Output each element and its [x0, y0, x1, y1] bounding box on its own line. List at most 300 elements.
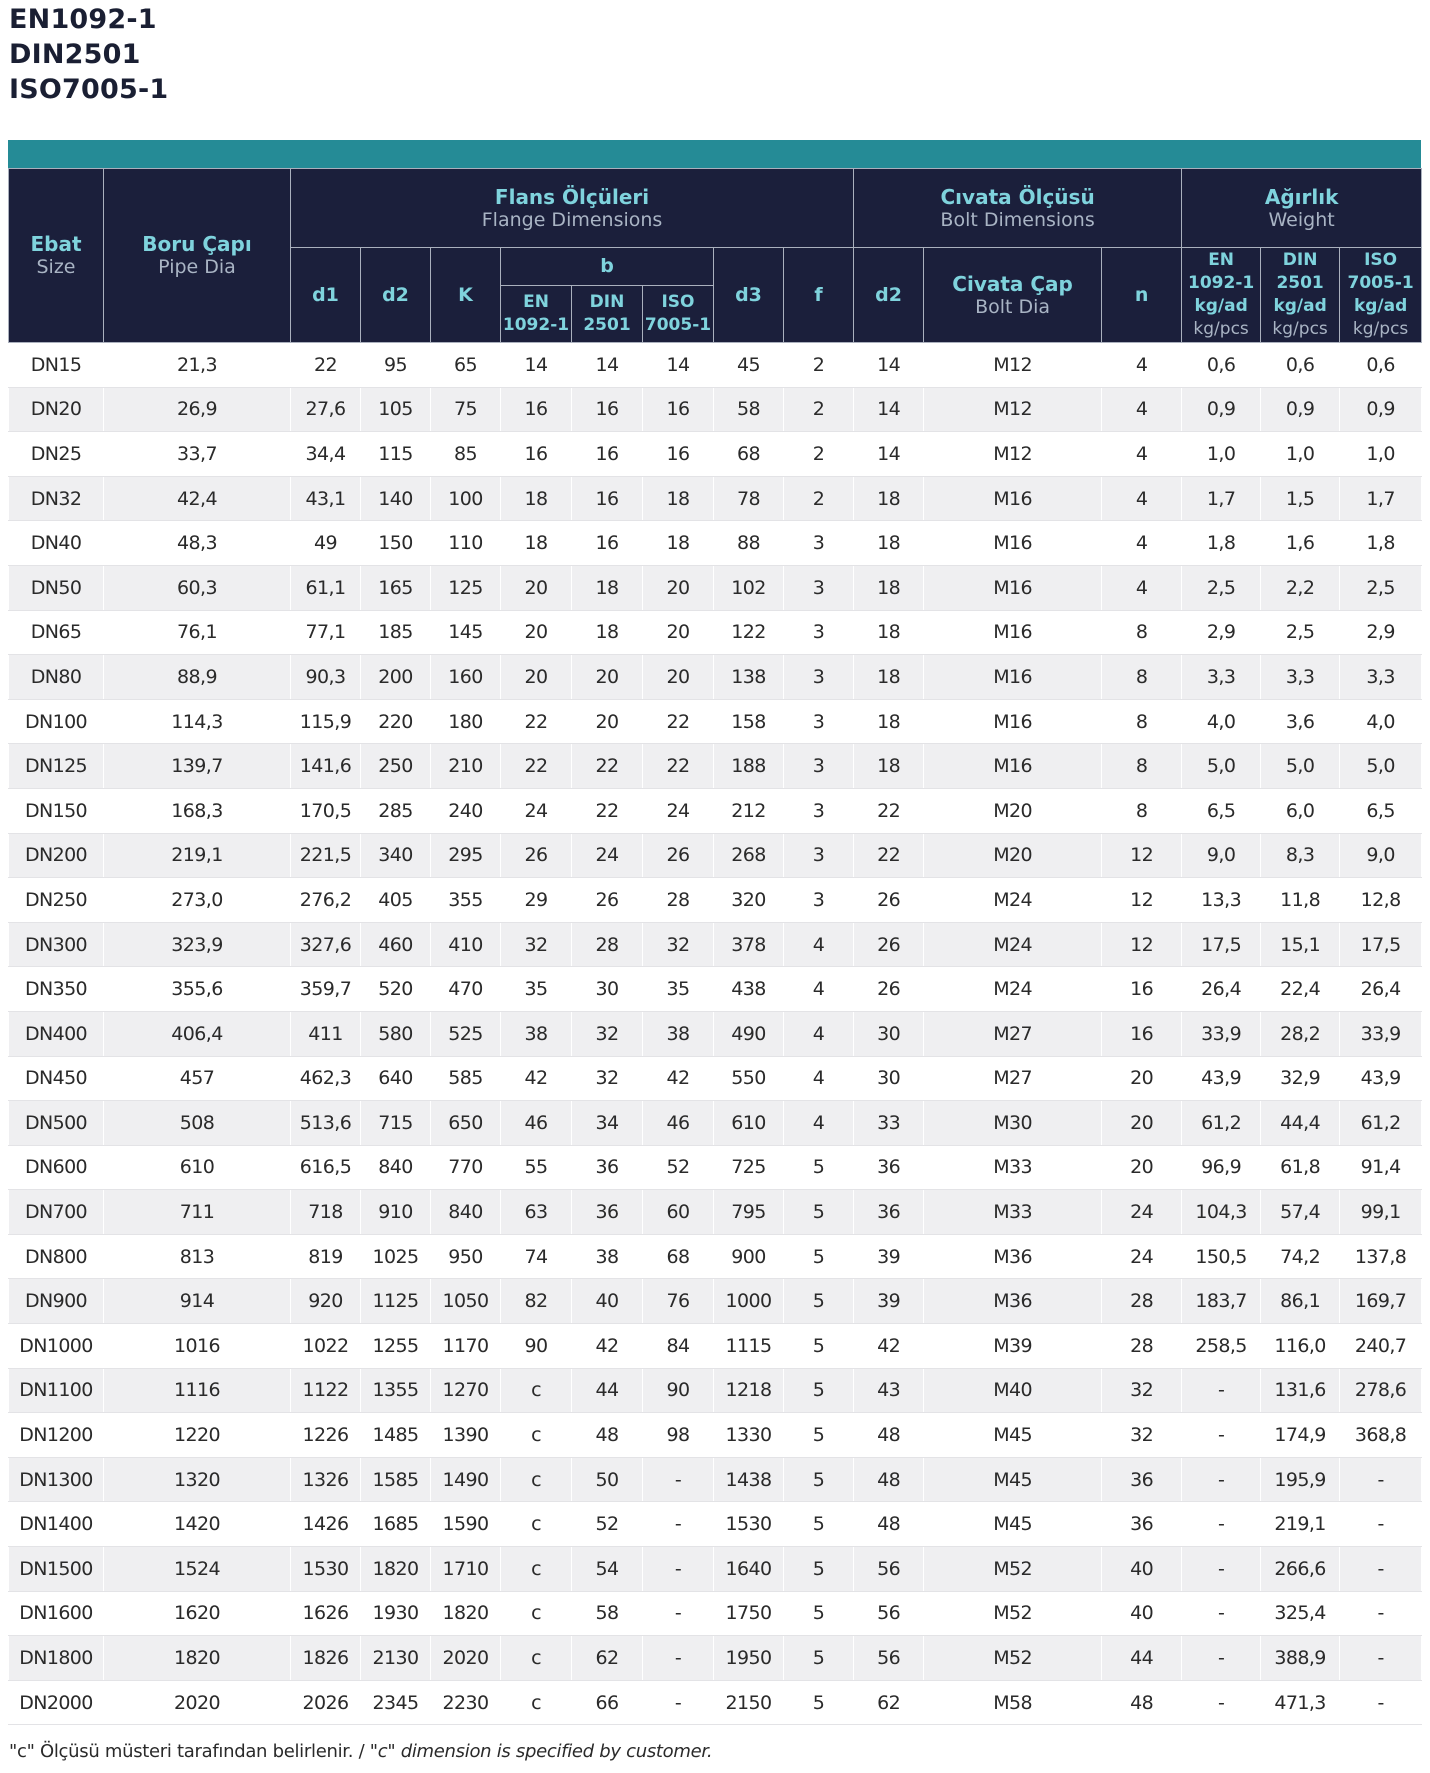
table-cell: 3 [784, 699, 854, 744]
table-cell: 98 [643, 1413, 714, 1458]
table-cell: 250 [361, 744, 431, 789]
table-cell: 61,8 [1261, 1145, 1340, 1190]
table-cell: 1820 [104, 1636, 291, 1681]
table-cell: M12 [924, 343, 1102, 388]
standard-iso7005: ISO7005-1 [9, 74, 169, 105]
table-row [9, 1234, 1422, 1279]
table-cell: 616,5 [291, 1145, 361, 1190]
table-cell: 1355 [361, 1368, 431, 1413]
header-bolt-d2: d2 [854, 248, 924, 343]
table-cell: 40 [572, 1279, 643, 1324]
teal-header-bar [8, 140, 1421, 168]
table-cell: 125 [431, 565, 501, 610]
table-cell: - [643, 1591, 714, 1636]
table-cell: 74,2 [1261, 1234, 1340, 1279]
table-cell: 5 [784, 1279, 854, 1324]
table-cell: 16 [572, 432, 643, 477]
table-cell: 40 [1102, 1547, 1182, 1592]
table-cell: 43,1 [291, 476, 361, 521]
table-cell: 61,1 [291, 565, 361, 610]
table-cell: 4,0 [1340, 699, 1422, 744]
table-cell: 1420 [104, 1502, 291, 1547]
header-d3: d3 [714, 248, 784, 343]
table-cell: 6,5 [1182, 788, 1261, 833]
table-row [9, 1056, 1422, 1101]
standard-din2501: DIN2501 [9, 39, 141, 70]
table-cell: 5,0 [1261, 744, 1340, 789]
table-cell: 114,3 [104, 699, 291, 744]
table-cell: 0,6 [1182, 343, 1261, 388]
table-cell: 56 [854, 1636, 924, 1681]
table-cell: 28,2 [1261, 1011, 1340, 1056]
table-cell: M39 [924, 1324, 1102, 1369]
table-cell: 22 [501, 699, 572, 744]
table-cell: 2020 [104, 1680, 291, 1725]
footnote [9, 1741, 712, 1762]
table-cell: 86,1 [1261, 1279, 1340, 1324]
table-cell: 20 [1102, 1101, 1182, 1146]
table-cell: M45 [924, 1457, 1102, 1502]
table-cell: 22 [643, 744, 714, 789]
table-cell: DN1200 [9, 1413, 104, 1458]
table-cell: 20 [643, 610, 714, 655]
table-cell: 115,9 [291, 699, 361, 744]
table-cell: 1530 [714, 1502, 784, 1547]
table-cell: 58 [714, 387, 784, 432]
table-cell: 30 [854, 1056, 924, 1101]
table-cell: 323,9 [104, 922, 291, 967]
table-cell: 4 [1102, 343, 1182, 388]
table-cell: - [1182, 1368, 1261, 1413]
table-cell: DN1500 [9, 1547, 104, 1592]
table-cell: 4 [1102, 387, 1182, 432]
table-cell: DN2000 [9, 1680, 104, 1725]
table-cell: DN900 [9, 1279, 104, 1324]
table-cell: 45 [714, 343, 784, 388]
table-cell: 3,3 [1261, 655, 1340, 700]
table-row [9, 610, 1422, 655]
table-cell: 28 [643, 878, 714, 923]
table-cell: - [1340, 1502, 1422, 1547]
header-bolt-dia: Civata Çap Bolt Dia [924, 248, 1102, 343]
table-cell: 378 [714, 922, 784, 967]
table-cell: 1530 [291, 1547, 361, 1592]
header-weight-iso: ISO 7005-1 kg/ad kg/pcs [1340, 248, 1422, 343]
table-cell: 340 [361, 833, 431, 878]
table-cell: 410 [431, 922, 501, 967]
table-cell: 2,5 [1261, 610, 1340, 655]
table-cell: 2,9 [1182, 610, 1261, 655]
table-cell: 1220 [104, 1413, 291, 1458]
table-cell: 5 [784, 1680, 854, 1725]
table-cell: 240 [431, 788, 501, 833]
table-cell: 62 [572, 1636, 643, 1681]
table-cell: M20 [924, 833, 1102, 878]
table-cell: 28 [1102, 1324, 1182, 1369]
table-cell: 18 [643, 521, 714, 566]
table-cell: 18 [854, 521, 924, 566]
table-cell: 96,9 [1182, 1145, 1261, 1190]
table-cell: 320 [714, 878, 784, 923]
table-cell: 32,9 [1261, 1056, 1340, 1101]
table-cell: 140 [361, 476, 431, 521]
table-cell: 22 [854, 833, 924, 878]
table-cell: 24 [1102, 1190, 1182, 1235]
table-cell: 78 [714, 476, 784, 521]
table-cell: 139,7 [104, 744, 291, 789]
table-cell: 5 [784, 1145, 854, 1190]
table-cell: 219,1 [104, 833, 291, 878]
table-row [9, 699, 1422, 744]
table-cell: 35 [501, 967, 572, 1012]
table-cell: 14 [643, 343, 714, 388]
table-cell: 52 [643, 1145, 714, 1190]
table-cell: M16 [924, 655, 1102, 700]
table-cell: 8 [1102, 788, 1182, 833]
table-cell: 278,6 [1340, 1368, 1422, 1413]
table-cell: 8,3 [1261, 833, 1340, 878]
table-cell: 268 [714, 833, 784, 878]
table-row [9, 1413, 1422, 1458]
table-cell: 457 [104, 1056, 291, 1101]
table-cell: 8 [1102, 655, 1182, 700]
table-cell: c [501, 1591, 572, 1636]
table-cell: 1,8 [1182, 521, 1261, 566]
table-cell: 5 [784, 1368, 854, 1413]
header-weight-en: EN 1092-1 kg/ad kg/pcs [1182, 248, 1261, 343]
table-cell: 42 [643, 1056, 714, 1101]
table-cell: DN25 [9, 432, 104, 477]
table-cell: 327,6 [291, 922, 361, 967]
table-cell: 43,9 [1340, 1056, 1422, 1101]
table-cell: M52 [924, 1636, 1102, 1681]
table-cell: 5 [784, 1591, 854, 1636]
table-cell: 195,9 [1261, 1457, 1340, 1502]
table-cell: 14 [854, 432, 924, 477]
table-cell: 525 [431, 1011, 501, 1056]
table-cell: 210 [431, 744, 501, 789]
table-cell: 38 [501, 1011, 572, 1056]
table-cell: 16 [643, 432, 714, 477]
header-b-en: EN 1092-1 [501, 286, 572, 343]
table-cell: 158 [714, 699, 784, 744]
table-cell: 355,6 [104, 967, 291, 1012]
table-cell: 1620 [104, 1591, 291, 1636]
table-cell: 212 [714, 788, 784, 833]
table-cell: 1930 [361, 1591, 431, 1636]
table-cell: 39 [854, 1279, 924, 1324]
table-cell: 30 [572, 967, 643, 1012]
table-cell: M24 [924, 878, 1102, 923]
table-cell: 20 [572, 699, 643, 744]
table-cell: 14 [501, 343, 572, 388]
table-row [9, 387, 1422, 432]
table-cell: 76 [643, 1279, 714, 1324]
table-cell: DN350 [9, 967, 104, 1012]
table-cell: 46 [643, 1101, 714, 1146]
table-cell: 1255 [361, 1324, 431, 1369]
table-body [9, 343, 1422, 1725]
table-cell: 718 [291, 1190, 361, 1235]
table-cell: 411 [291, 1011, 361, 1056]
table-cell: 1524 [104, 1547, 291, 1592]
table-cell: 39 [854, 1234, 924, 1279]
table-cell: 900 [714, 1234, 784, 1279]
table-cell: M27 [924, 1056, 1102, 1101]
table-row [9, 655, 1422, 700]
table-cell: 17,5 [1340, 922, 1422, 967]
table-cell: DN100 [9, 699, 104, 744]
table-cell: 12 [1102, 833, 1182, 878]
table-cell: 0,9 [1261, 387, 1340, 432]
table-cell: 36 [1102, 1502, 1182, 1547]
table-cell: 21,3 [104, 343, 291, 388]
table-cell: 35 [643, 967, 714, 1012]
table-cell: 82 [501, 1279, 572, 1324]
header-d2: d2 [361, 248, 431, 343]
table-cell: M27 [924, 1011, 1102, 1056]
table-cell: 3,3 [1182, 655, 1261, 700]
table-cell: 99,1 [1340, 1190, 1422, 1235]
table-cell: 5,0 [1182, 744, 1261, 789]
table-cell: 54 [572, 1547, 643, 1592]
table-cell: 18 [854, 699, 924, 744]
table-cell: 200 [361, 655, 431, 700]
table-cell: 16 [572, 476, 643, 521]
table-cell: 1226 [291, 1413, 361, 1458]
table-cell: 1116 [104, 1368, 291, 1413]
table-cell: c [501, 1413, 572, 1458]
table-cell: M12 [924, 432, 1102, 477]
table-row [9, 1547, 1422, 1592]
table-cell: 1016 [104, 1324, 291, 1369]
table-row [9, 432, 1422, 477]
table-cell: 63 [501, 1190, 572, 1235]
table-cell: 90,3 [291, 655, 361, 700]
table-cell: 68 [643, 1234, 714, 1279]
table-cell: 725 [714, 1145, 784, 1190]
table-cell: 28 [572, 922, 643, 967]
table-cell: DN50 [9, 565, 104, 610]
table-cell: 33 [854, 1101, 924, 1146]
table-cell: 1590 [431, 1502, 501, 1547]
table-cell: 22 [501, 744, 572, 789]
table-row [9, 922, 1422, 967]
table-cell: 90 [643, 1368, 714, 1413]
table-cell: DN1800 [9, 1636, 104, 1681]
table-cell: DN1400 [9, 1502, 104, 1547]
table-cell: 42,4 [104, 476, 291, 521]
table-cell: DN1100 [9, 1368, 104, 1413]
table-cell: 1320 [104, 1457, 291, 1502]
table-cell: 1125 [361, 1279, 431, 1324]
table-cell: 36 [572, 1145, 643, 1190]
table-cell: 22 [572, 744, 643, 789]
table-cell: M16 [924, 521, 1102, 566]
table-cell: 42 [572, 1324, 643, 1369]
table-cell: DN1600 [9, 1591, 104, 1636]
table-cell: DN150 [9, 788, 104, 833]
table-cell: 14 [854, 387, 924, 432]
table-cell: c [501, 1547, 572, 1592]
table-cell: 5 [784, 1190, 854, 1235]
table-cell: 22 [572, 788, 643, 833]
table-cell: 12,8 [1340, 878, 1422, 923]
table-cell: 26 [854, 967, 924, 1012]
table-cell: 20 [1102, 1145, 1182, 1190]
table-cell: 9,0 [1340, 833, 1422, 878]
table-cell: M33 [924, 1145, 1102, 1190]
table-cell: 550 [714, 1056, 784, 1101]
table-cell: M33 [924, 1190, 1102, 1235]
table-cell: 1640 [714, 1547, 784, 1592]
table-cell: 20 [572, 655, 643, 700]
table-cell: 62 [854, 1680, 924, 1725]
table-cell: 2,5 [1340, 565, 1422, 610]
table-cell: c [501, 1636, 572, 1681]
table-cell: 40 [1102, 1591, 1182, 1636]
table-cell: 18 [643, 476, 714, 521]
table-cell: 4 [784, 1056, 854, 1101]
table-cell: - [1340, 1547, 1422, 1592]
table-cell: 11,8 [1261, 878, 1340, 923]
table-cell: 470 [431, 967, 501, 1012]
table-cell: 3,3 [1340, 655, 1422, 700]
table-cell: M16 [924, 565, 1102, 610]
table-cell: - [643, 1636, 714, 1681]
table-cell: 266,6 [1261, 1547, 1340, 1592]
table-cell: 1025 [361, 1234, 431, 1279]
table-cell: 38 [572, 1234, 643, 1279]
table-cell: 46 [501, 1101, 572, 1146]
table-row [9, 833, 1422, 878]
table-cell: 5 [784, 1457, 854, 1502]
table-cell: 26 [643, 833, 714, 878]
table-cell: 2345 [361, 1680, 431, 1725]
table-cell: 55 [501, 1145, 572, 1190]
table-cell: DN1300 [9, 1457, 104, 1502]
table-cell: 5 [784, 1636, 854, 1681]
table-cell: 471,3 [1261, 1680, 1340, 1725]
table-cell: 4 [784, 1101, 854, 1146]
header-f: f [784, 248, 854, 343]
table-cell: 1820 [431, 1591, 501, 1636]
table-cell: 2026 [291, 1680, 361, 1725]
table-cell: 950 [431, 1234, 501, 1279]
table-cell: 185 [361, 610, 431, 655]
table-cell: 650 [431, 1101, 501, 1146]
table-cell: M24 [924, 967, 1102, 1012]
table-cell: 1950 [714, 1636, 784, 1681]
table-cell: 240,7 [1340, 1324, 1422, 1369]
table-cell: 183,7 [1182, 1279, 1261, 1324]
header-b-din: DIN 2501 [572, 286, 643, 343]
table-cell: 16 [1102, 967, 1182, 1012]
table-row [9, 1324, 1422, 1369]
table-cell: 61,2 [1340, 1101, 1422, 1146]
table-cell: 180 [431, 699, 501, 744]
table-cell: 34 [572, 1101, 643, 1146]
table-cell: 711 [104, 1190, 291, 1235]
table-cell: DN250 [9, 878, 104, 923]
table-cell: 1710 [431, 1547, 501, 1592]
table-cell: - [1182, 1502, 1261, 1547]
table-cell: 13,3 [1182, 878, 1261, 923]
table-cell: 920 [291, 1279, 361, 1324]
table-cell: 1,0 [1182, 432, 1261, 477]
table-cell: 174,9 [1261, 1413, 1340, 1458]
table-cell: 5 [784, 1502, 854, 1547]
table-cell: 4,0 [1182, 699, 1261, 744]
table-cell: 910 [361, 1190, 431, 1235]
table-cell: M52 [924, 1591, 1102, 1636]
table-cell: M58 [924, 1680, 1102, 1725]
header-weight: Ağırlık Weight [1182, 169, 1422, 248]
table-cell: 2 [784, 387, 854, 432]
table-row [9, 1680, 1422, 1725]
table-cell: 28 [1102, 1279, 1182, 1324]
table-cell: 1270 [431, 1368, 501, 1413]
table-cell: 26,4 [1340, 967, 1422, 1012]
table-cell: - [1182, 1457, 1261, 1502]
table-cell: 6,5 [1340, 788, 1422, 833]
table-cell: 715 [361, 1101, 431, 1146]
table-cell: M40 [924, 1368, 1102, 1413]
table-cell: DN500 [9, 1101, 104, 1146]
table-cell: 85 [431, 432, 501, 477]
table-cell: 88 [714, 521, 784, 566]
table-cell: c [501, 1680, 572, 1725]
table-cell: 2 [784, 343, 854, 388]
table-cell: 38 [643, 1011, 714, 1056]
table-row [9, 1190, 1422, 1235]
table-cell: - [1340, 1457, 1422, 1502]
table-cell: 4 [784, 922, 854, 967]
table-cell: 122 [714, 610, 784, 655]
table-cell: 1585 [361, 1457, 431, 1502]
table-row [9, 1368, 1422, 1413]
table-cell: 580 [361, 1011, 431, 1056]
table-cell: M36 [924, 1279, 1102, 1324]
table-cell: 258,5 [1182, 1324, 1261, 1369]
table-cell: 150,5 [1182, 1234, 1261, 1279]
table-cell: 65 [431, 343, 501, 388]
table-cell: 490 [714, 1011, 784, 1056]
header-pipe-dia: Boru Çapı Pipe Dia [104, 169, 291, 343]
table-cell: 0,9 [1340, 387, 1422, 432]
header-weight-din: DIN 2501 kg/ad kg/pcs [1261, 248, 1340, 343]
table-cell: 52 [572, 1502, 643, 1547]
table-cell: 18 [854, 744, 924, 789]
table-cell: 26 [854, 878, 924, 923]
table-cell: 32 [1102, 1413, 1182, 1458]
table-cell: 36 [854, 1145, 924, 1190]
table-cell: 131,6 [1261, 1368, 1340, 1413]
table-cell: 368,8 [1340, 1413, 1422, 1458]
table-cell: 1685 [361, 1502, 431, 1547]
table-cell: 460 [361, 922, 431, 967]
table-cell: 3 [784, 744, 854, 789]
header-k: K [431, 248, 501, 343]
table-cell: 77,1 [291, 610, 361, 655]
table-cell: DN400 [9, 1011, 104, 1056]
table-cell: 14 [572, 343, 643, 388]
table-cell: 32 [1102, 1368, 1182, 1413]
table-cell: 1,0 [1261, 432, 1340, 477]
table-cell: 1115 [714, 1324, 784, 1369]
table-cell: M45 [924, 1413, 1102, 1458]
table-cell: 26,4 [1182, 967, 1261, 1012]
